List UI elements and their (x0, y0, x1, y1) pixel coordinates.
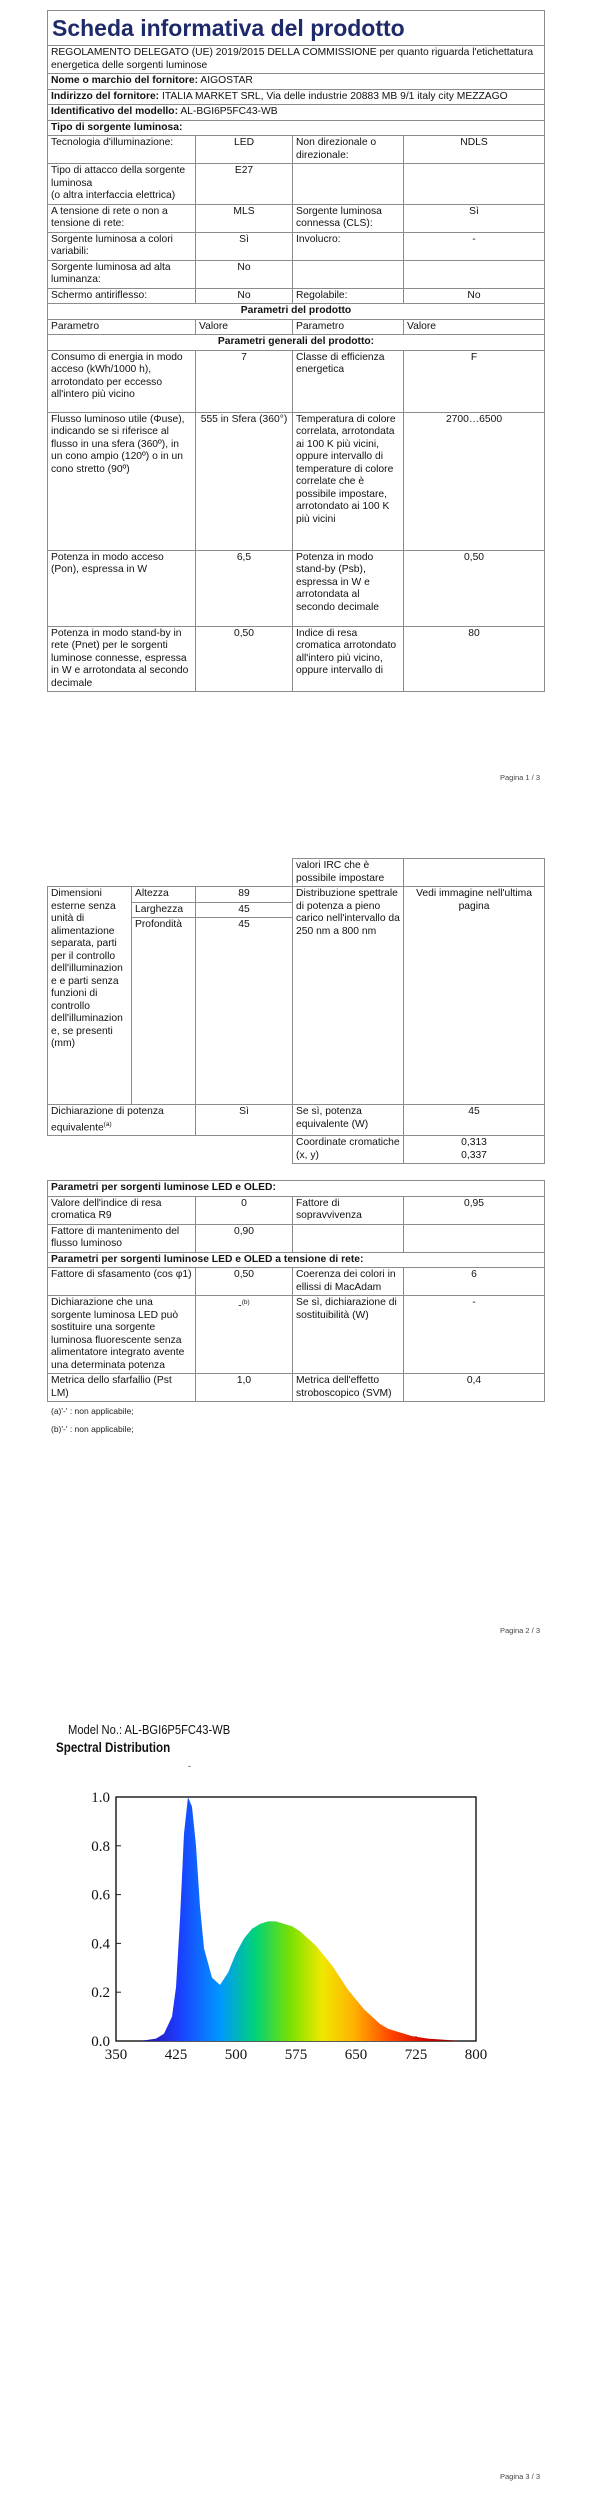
replace-label: Dichiarazione che una sorgente luminosa LED può sostituire una sorgente luminosa fluorescente senza alimentatore integrato avente una determinata potenza (48, 1296, 196, 1374)
maintenance-value: 0,90 (196, 1224, 293, 1252)
model-row (48, 105, 545, 121)
x-tick-label: 425 (164, 2047, 188, 2063)
row-high-luminance-label: Sorgente luminosa ad alta luminanza: (48, 260, 196, 288)
survival-value: 0,95 (404, 1196, 545, 1224)
dim-height-label: Altezza (132, 887, 196, 903)
flicker-value: 1,0 (196, 1374, 293, 1402)
param-pon-label: Potenza in modo acceso (Pon), espressa in W (48, 550, 196, 626)
param-flux-value: 555 in Sfera (360°) (196, 412, 293, 550)
maintenance-label: Fattore di mantenimento del flusso luminoso (48, 1224, 196, 1252)
param-psb-label: Potenza in modo stand-by (Psb), espressa in W e arrotondata al secondo decimale (293, 550, 404, 626)
row-color-tunable-label: Sorgente luminosa a colori variabili: (48, 232, 196, 260)
param-pnet-label: Potenza in modo stand-by in rete (Pnet) per le sorgenti luminose connesse, espressa in W e arrotondata al secondo decimale (48, 626, 196, 692)
survival-label: Fattore di sopravvivenza (293, 1196, 404, 1224)
general-params-header: Parametri generali del prodotto: (48, 335, 545, 351)
dim-spacer-2 (196, 933, 293, 1105)
page-title: Scheda informativa del prodotto (48, 11, 545, 46)
replace-sup: (b) (241, 1299, 250, 1306)
led-params-table (47, 1180, 545, 1402)
page-1 (0, 0, 591, 840)
address-label: Indirizzo del fornitore: (51, 90, 160, 102)
param-pon-value: 6,5 (196, 550, 293, 626)
row-envelope-value: - (404, 232, 545, 260)
chroma-x: 0,313 (461, 1137, 487, 1149)
distribution-label: Distribuzione spettrale di potenza a pieno carico nell'intervallo da 250 nm a 800 nm (293, 887, 404, 1105)
r9-value: 0 (196, 1196, 293, 1224)
model-number-line: Model No.: AL-BGI6P5FC43-WB (68, 1722, 231, 1737)
row-directional-value: NDLS (404, 136, 545, 164)
note-b: (b)'-' : non applicabile; (51, 1424, 134, 1434)
supplier-value: AIGOSTAR (200, 75, 253, 86)
replace-cell (196, 1296, 293, 1374)
supplier-row (48, 74, 545, 90)
row-empty-3 (293, 260, 404, 288)
regulation-text: REGOLAMENTO DELEGATO (UE) 2019/2015 DELLA COMMISSIONE per quanto riguarda l'etichettatura energetica delle sorgenti luminose (48, 46, 545, 74)
row-glare-value: No (196, 288, 293, 304)
led-oled-header: Parametri per sorgenti luminose LED e OLED: (48, 1181, 545, 1197)
page-footer-2: Pagina 2 / 3 (499, 1626, 540, 1635)
dim-depth-value: 45 (196, 918, 293, 933)
cont-cri-text: valori IRC che è possibile impostare (293, 859, 404, 887)
y-tick-label: 0.2 (91, 1985, 110, 2002)
x-tick-label: 725 (404, 2047, 428, 2063)
row-empty-2 (404, 164, 545, 205)
row-envelope-label: Involucro: (293, 232, 404, 260)
equiv-row (48, 1105, 196, 1136)
col-header-param-1: Parametro (48, 319, 196, 335)
y-tick-label: 1.0 (91, 1790, 110, 1806)
param-class-label: Classe di efficienza energetica (293, 350, 404, 412)
y-tick-label: 0.8 (91, 1838, 110, 1855)
maintenance-empty-1 (293, 1224, 404, 1252)
row-technology-value: LED (196, 136, 293, 164)
product-params-header: Parametri del prodotto (48, 304, 545, 320)
page-footer-1: Pagina 1 / 3 (499, 773, 540, 782)
param-energy-value: 7 (196, 350, 293, 412)
maintenance-empty-2 (404, 1224, 545, 1252)
svm-label: Metrica dell'effetto stroboscopico (SVM) (293, 1374, 404, 1402)
page-3 (0, 1676, 591, 2510)
heading-dash: - (188, 1761, 191, 1771)
dim-width-label: Larghezza (132, 902, 196, 918)
row-glare-label: Schermo antiriflesso: (48, 288, 196, 304)
param-psb-value: 0,50 (404, 550, 545, 626)
macadam-value: 6 (404, 1268, 545, 1296)
equiv-w-label: Se sì, potenza equivalente (W) (293, 1105, 404, 1136)
row-cls-label: Sorgente luminosa connessa (CLS): (293, 204, 404, 232)
pf-value: 0,50 (196, 1268, 293, 1296)
cont-empty-left (48, 859, 293, 887)
param-class-value: F (404, 350, 545, 412)
param-flux-label: Flusso luminoso utile (Φuse), indicando se si riferisce al flusso in una sfera (360º), in un cono ampio (120º) o in un cono stretto (90º) (48, 412, 196, 550)
y-tick-label: 0.4 (91, 1936, 110, 1953)
r9-label: Valore dell'indice di resa cromatica R9 (48, 1196, 196, 1224)
product-info-table-cont (47, 858, 545, 1164)
equiv-value: Sì (196, 1105, 293, 1136)
param-cct-value: 2700…6500 (404, 412, 545, 550)
x-tick-label: 575 (284, 2047, 308, 2063)
col-header-value-1: Valore (196, 319, 293, 335)
chroma-label: Coordinate cromatiche (x, y) (293, 1136, 404, 1164)
row-empty-4 (404, 260, 545, 288)
note-a: (a)'-' : non applicabile; (51, 1406, 134, 1416)
row-dimmable-value: No (404, 288, 545, 304)
col-header-param-2: Parametro (293, 319, 404, 335)
row-technology-label: Tecnologia d'illuminazione: (48, 136, 196, 164)
row-color-tunable-value: Sì (196, 232, 293, 260)
dim-width-value: 45 (196, 902, 293, 918)
spectral-distribution-chart (0, 1676, 591, 2510)
row-mains-label: A tensione di rete o non a tensione di rete: (48, 204, 196, 232)
row-dimmable-label: Regolabile: (293, 288, 404, 304)
y-tick-label: 0.0 (91, 2034, 110, 2050)
param-energy-label: Consumo di energia in modo acceso (kWh/1000 h), arrotondato per eccesso all'intero più vicino (48, 350, 196, 412)
cont-empty-right (404, 859, 545, 887)
chroma-empty (48, 1136, 293, 1164)
x-tick-label: 800 (464, 2047, 488, 2063)
replace-w-value: - (404, 1296, 545, 1374)
replace-value: - (238, 1300, 242, 1312)
supplier-label: Nome o marchio del fornitore: (51, 75, 199, 86)
x-tick-label: 350 (104, 2047, 128, 2063)
dimensions-label: Dimensioni esterne senza unità di alimentazione separata, parti per il controllo dell'illuminazione e parti senza funzioni di controllo dell'illuminazione, se presenti (mm) (48, 887, 132, 1105)
row-cap-value: E27 (196, 164, 293, 205)
dim-spacer-1 (132, 933, 196, 1105)
row-cls-value: Sì (404, 204, 545, 232)
param-cri-label: Indice di resa cromatica arrotondato all'intero più vicino, oppure intervallo di (293, 626, 404, 692)
x-tick-label: 650 (344, 2047, 368, 2063)
col-header-value-2: Valore (404, 319, 545, 335)
page-2 (0, 840, 591, 1676)
equiv-sup: (a) (103, 1120, 112, 1128)
pf-label: Fattore di sfasamento (cos φ1) (48, 1268, 196, 1296)
address-value: ITALIA MARKET SRL, Via delle industrie 20883 MB 9/1 italy city MEZZAGO (162, 90, 508, 102)
x-tick-label: 500 (224, 2047, 248, 2063)
param-pnet-value: 0,50 (196, 626, 293, 692)
y-tick-label: 0.6 (91, 1887, 110, 1904)
replace-w-label: Se sì, dichiarazione di sostituibilità (W) (293, 1296, 404, 1374)
row-empty-1 (293, 164, 404, 205)
source-type-header: Tipo di sorgente luminosa: (48, 120, 545, 136)
dim-height-value: 89 (196, 887, 293, 903)
param-cct-label: Temperatura di colore correlata, arrotondata ai 100 K più vicini, oppure intervallo di temperature di colore correlate che è possibile impostare, arrotondato ai 100 K più vicini (293, 412, 404, 550)
param-cri-value: 80 (404, 626, 545, 692)
product-info-table (47, 10, 545, 692)
address-row (48, 89, 545, 105)
model-label: Identificativo del modello: (51, 106, 179, 117)
row-mains-value: MLS (196, 204, 293, 232)
distribution-value: Vedi immagine nell'ultima pagina (404, 887, 545, 1105)
dim-depth-label: Profondità (132, 918, 196, 933)
macadam-label: Coerenza dei colori in ellissi di MacAdam (293, 1268, 404, 1296)
page-footer-3: Pagina 3 / 3 (499, 2472, 540, 2481)
model-value: AL-BGI6P5FC43-WB (180, 106, 278, 117)
flicker-label: Metrica dello sfarfallio (Pst LM) (48, 1374, 196, 1402)
equiv-label: Dichiarazione di potenza equivalente (51, 1106, 164, 1133)
equiv-w-value: 45 (404, 1105, 545, 1136)
mains-header: Parametri per sorgenti luminose LED e OLED a tensione di rete: (48, 1252, 545, 1268)
row-high-luminance-value: No (196, 260, 293, 288)
row-directional-label: Non direzionale o direzionale: (293, 136, 404, 164)
svm-value: 0,4 (404, 1374, 545, 1402)
row-cap-label: Tipo di attacco della sorgente luminosa (o altra interfaccia elettrica) (48, 164, 196, 205)
chroma-value (404, 1136, 545, 1164)
spectral-heading: Spectral Distribution (56, 1740, 171, 1755)
chroma-y: 0,337 (461, 1149, 487, 1161)
